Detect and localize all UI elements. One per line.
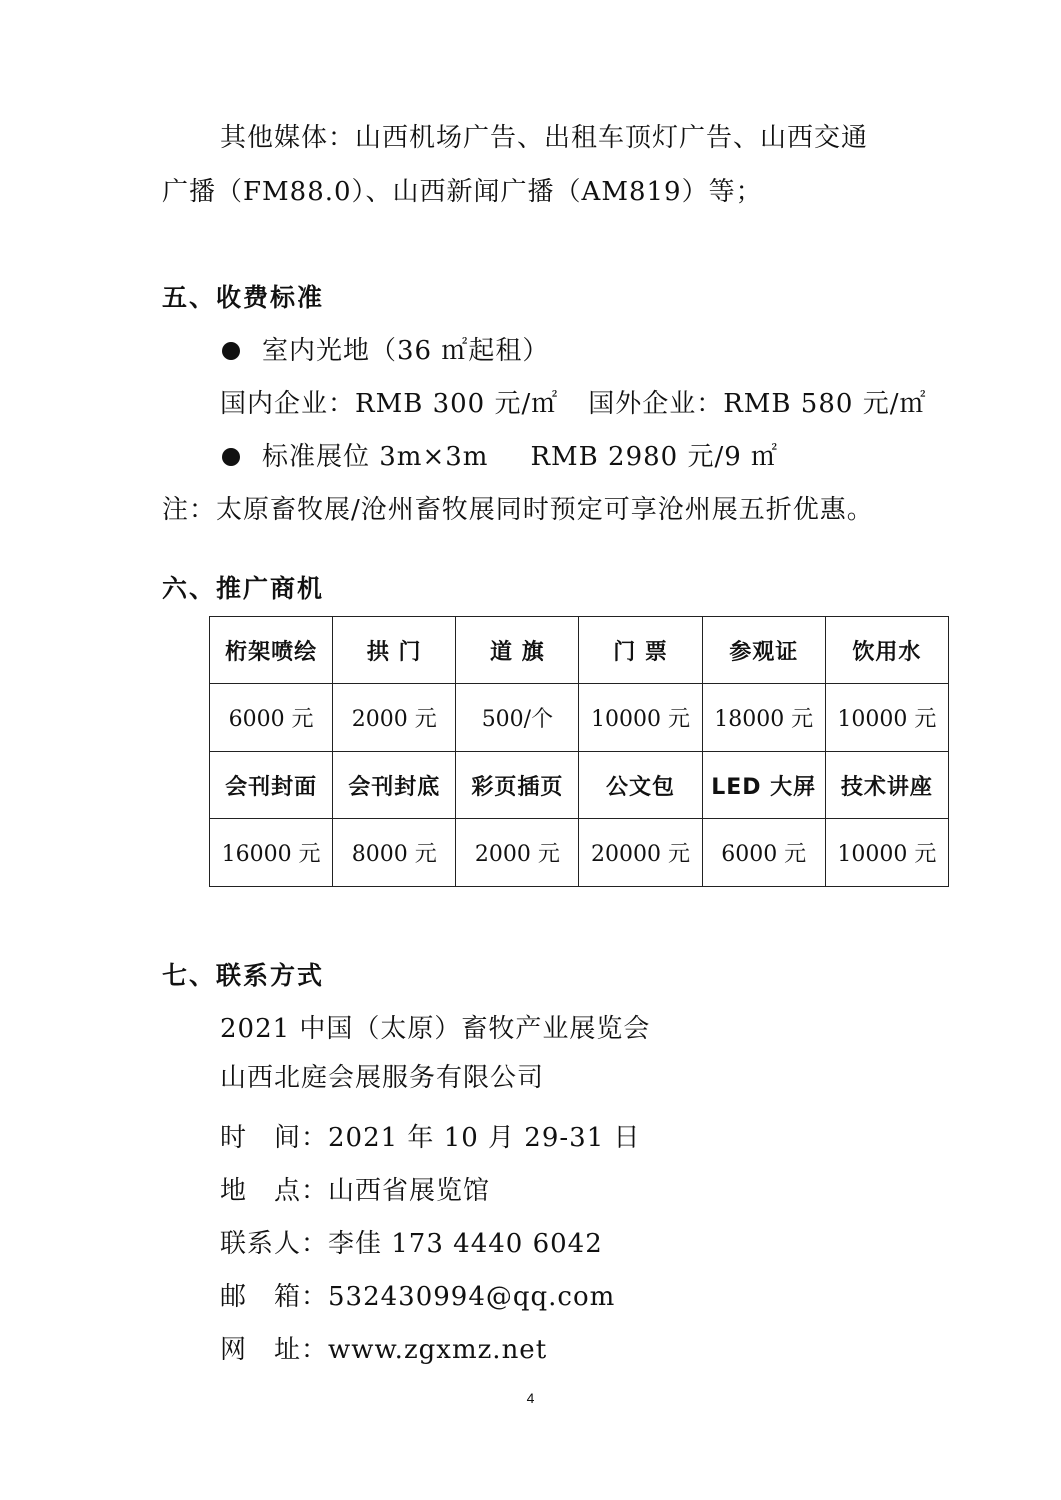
contact-person: 联系人：李佳 173 4440 6042 bbox=[220, 1229, 603, 1259]
table-cell: 会刊封底 bbox=[333, 752, 456, 819]
fee-prices-line bbox=[220, 386, 926, 422]
table-cell: 2000 元 bbox=[456, 819, 579, 887]
fee-item-standard-booth bbox=[222, 439, 778, 475]
table-cell: 2000 元 bbox=[333, 684, 456, 752]
table-cell: 参观证 bbox=[702, 617, 825, 684]
bullet-icon bbox=[222, 448, 240, 466]
table-cell: 公文包 bbox=[579, 752, 702, 819]
table-cell: LED 大屏 bbox=[702, 752, 825, 819]
table-cell: 桁架喷绘 bbox=[210, 617, 333, 684]
table-cell: 6000 元 bbox=[702, 819, 825, 887]
bullet-icon bbox=[222, 342, 240, 360]
table-cell: 道 旗 bbox=[456, 617, 579, 684]
fee-note: 注：太原畜牧展/沧州畜牧展同时预定可享沧州展五折优惠。 bbox=[162, 495, 874, 525]
contact-website[interactable]: 网 址：www.zgxmz.net bbox=[220, 1335, 548, 1365]
section-heading-fees: 五、收费标准 bbox=[162, 283, 325, 312]
table-cell: 拱 门 bbox=[333, 617, 456, 684]
media-line-2: 广播（FM88.0）、山西新闻广播（AM819）等； bbox=[162, 177, 763, 207]
table-cell: 16000 元 bbox=[210, 819, 333, 887]
table-cell: 10000 元 bbox=[825, 684, 948, 752]
standard-booth-price: RMB 2980 元/9 ㎡ bbox=[530, 442, 779, 472]
table-cell: 彩页插页 bbox=[456, 752, 579, 819]
table-cell: 18000 元 bbox=[702, 684, 825, 752]
contact-company: 山西北庭会展服务有限公司 bbox=[220, 1063, 545, 1093]
contact-time: 时 间：2021 年 10 月 29-31 日 bbox=[220, 1123, 641, 1153]
contact-email[interactable]: 邮 箱：532430994@qq.com bbox=[220, 1282, 616, 1312]
contact-place: 地 点：山西省展览馆 bbox=[220, 1176, 491, 1206]
contact-event: 2021 中国（太原）畜牧产业展览会 bbox=[220, 1014, 651, 1044]
standard-booth-label: 标准展位 3m×3m bbox=[262, 442, 489, 472]
table-cell: 10000 元 bbox=[579, 684, 702, 752]
table-cell: 门 票 bbox=[579, 617, 702, 684]
table-cell: 6000 元 bbox=[210, 684, 333, 752]
table-cell: 技术讲座 bbox=[825, 752, 948, 819]
table-cell: 会刊封面 bbox=[210, 752, 333, 819]
table-cell: 饮用水 bbox=[825, 617, 948, 684]
table-row bbox=[210, 617, 949, 684]
media-line-1: 其他媒体：山西机场广告、出租车顶灯广告、山西交通 bbox=[220, 123, 869, 153]
page-number: 4 bbox=[526, 1390, 535, 1406]
table-cell: 10000 元 bbox=[825, 819, 948, 887]
table-cell: 500/个 bbox=[456, 684, 579, 752]
table-cell: 20000 元 bbox=[579, 819, 702, 887]
table-row bbox=[210, 752, 949, 819]
raw-space-label: 室内光地（36 ㎡起租） bbox=[262, 336, 550, 366]
foreign-price: 国外企业：RMB 580 元/㎡ bbox=[588, 389, 927, 419]
fee-item-raw-space bbox=[222, 333, 549, 369]
domestic-price: 国内企业：RMB 300 元/㎡ bbox=[220, 389, 559, 419]
table-cell: 8000 元 bbox=[333, 819, 456, 887]
section-heading-contact: 七、联系方式 bbox=[162, 961, 325, 990]
table-row bbox=[210, 684, 949, 752]
promo-price-table bbox=[209, 616, 949, 887]
table-row bbox=[210, 819, 949, 887]
section-heading-promo: 六、推广商机 bbox=[162, 574, 325, 603]
